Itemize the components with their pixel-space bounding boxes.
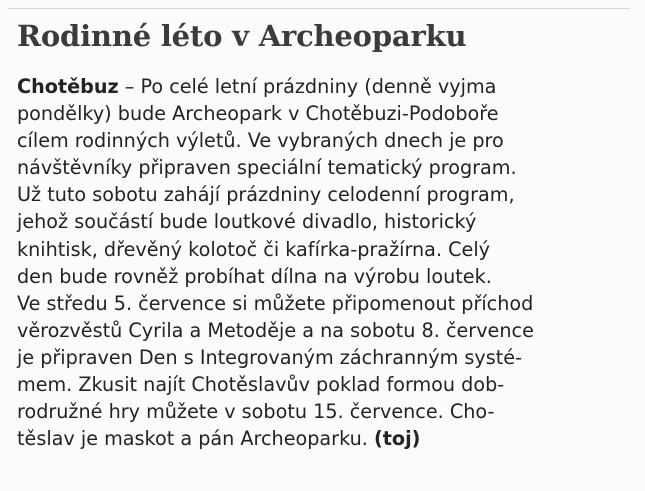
article-body [17,73,637,452]
article-line-14 [17,425,637,452]
article-line-11: je připraven Den s Integrovaným záchranným systé- [17,345,523,369]
article-line-7: knihtisk, dřevěný kolotoč či kafírka-pražírna. Celý [17,237,491,261]
article-line-13: rodružné hry můžete v sobotu 15. července. Cho- [17,400,495,424]
article-line-9: Ve středu 5. července si můžete připomenout příchod [17,291,534,315]
article-line-2: pondělky) bude Archeopark v Chotěbuzi-Podoboře [17,102,499,126]
article-line-4: návštěvníky připraven speciální tematický program. [17,156,517,180]
article-line-5: Už tuto sobotu zahájí prázdniny celodenní program, [17,183,515,207]
article-line-10: věrozvěstů Cyrila a Metoděje a na sobotu 8. července [17,318,534,342]
headline-rule [8,8,630,9]
article-line-1 [17,73,637,100]
article-placename: Chotěbuz [17,75,119,98]
article-headline: Rodinné léto v Archeoparku [17,19,467,53]
article-line-6: jehož součástí bude loutkové divadlo, historický [17,210,477,234]
article-line-1-text: – Po celé letní prázdniny (denně vyjma [118,75,497,98]
article-line-12: mem. Zkusit najít Chotěslavův poklad formou dob- [17,373,505,397]
article-line-14-text: těslav je maskot a pán Archeoparku. [17,427,374,451]
article-line-3: cílem rodinných výletů. Ve vybraných dnech je pro [17,129,504,153]
article-signature: (toj) [373,427,421,451]
article-line-8: den bude rovněž probíhat dílna na výrobu loutek. [17,264,492,288]
